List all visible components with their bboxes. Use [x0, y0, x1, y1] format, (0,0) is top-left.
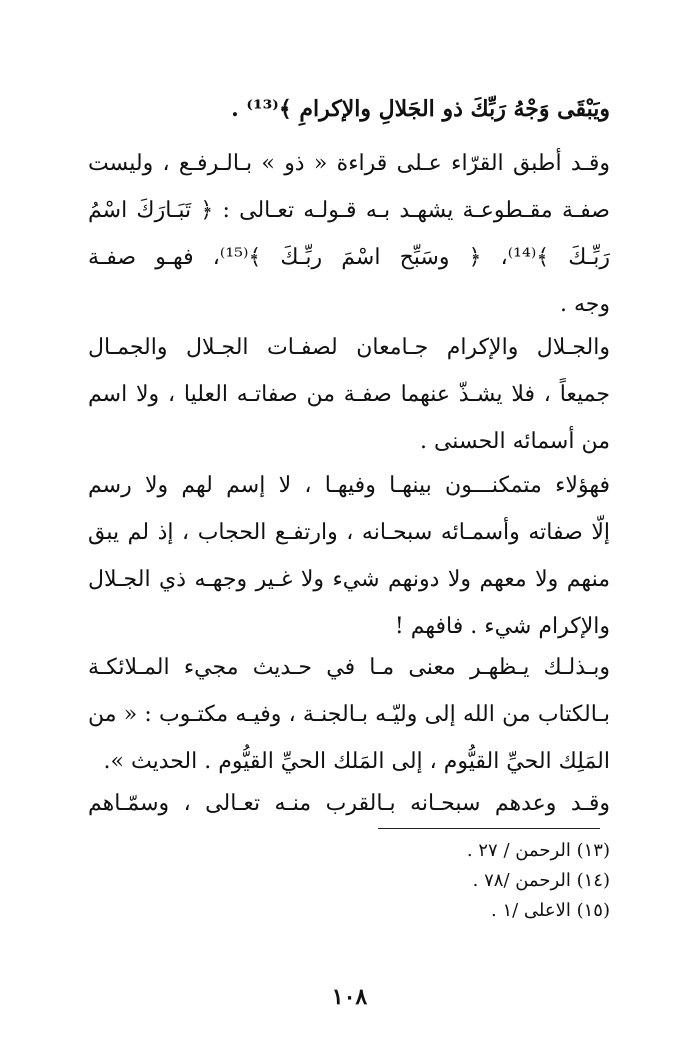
text-line: وقـد أطبق القرّاء عـلى قراءة « ذو » بـالـرفـع ، وليست	[88, 151, 610, 176]
paragraph-6	[88, 780, 610, 827]
paragraph-4	[88, 462, 610, 650]
footnote-13: (١٣) الرحمن / ٢٧ .	[466, 840, 610, 861]
text-line: وقـد وعدهم سبحـانه بـالقرب منـه تعـالى ، وسمّـاهم	[88, 791, 610, 816]
text-line: بـالكتاب من الله إلى وليّـه بـالجنـة ، وفيـه مكتـوب : « من	[88, 702, 610, 727]
text-line: منهم ولا معهم ولا دونهم شيء ولا غـير وجهـه ذي الجـلال	[88, 567, 610, 592]
text-line: فهؤلاء متمكنـــون بينهـا وفيهـا ، لا إسم لهم ولا رسم	[88, 473, 610, 498]
page-number: ١٠٨	[331, 984, 368, 1010]
text-line: من أسمائه الحسنى .	[419, 429, 610, 454]
paragraph-5	[88, 644, 610, 785]
text-line: والجـلال والإكرام جـامعان لصفـات الجـلال والجمـال	[88, 335, 610, 360]
paragraph-1	[88, 86, 610, 133]
footnotes	[300, 836, 610, 926]
text-line: وجه .	[559, 292, 610, 317]
footnote-divider	[378, 828, 600, 829]
text-line: وبـذلـك يـظهـر معنى مـا في حـديث مجيء المـلائكـة	[88, 655, 610, 680]
text-line: صفـة مقـطوعـة يشهـد بـه قـولـه تعـالى : ﴿ تَبَـارَكَ اسْمُ	[88, 198, 610, 223]
text-line: والإكرام شيء . فافهم !	[394, 614, 610, 639]
text-line: ويَبْقَى وَجْهُ رَبِّكَ ذو الجَلالِ والإكرامِ ﴾⁽¹³⁾ .	[231, 96, 610, 122]
text-line: رَبِّـكَ ﴾⁽¹⁴⁾، ﴿ وسَبِّح اسْمَ ربِّـكَ ﴾⁽¹⁵⁾، فهـو صفـة	[88, 245, 610, 270]
text-line: إلّا صفاته وأسمـائه سبحـانه ، وارتفـع الحجاب ، إذ لم يبق	[88, 520, 610, 545]
paragraph-3	[88, 324, 610, 465]
footnote-14: (١٤) الرحمن /٧٨ .	[472, 870, 610, 891]
paragraph-2	[88, 140, 610, 328]
text-line: جميعاً ، فلا يشـذّ عنهما صفـة من صفاتـه العليا ، ولا اسم	[88, 382, 610, 407]
footnote-15: (١٥) الاعلى /١ .	[491, 900, 610, 921]
text-line: المَلِك الحيِّ القيُّوم ، إلى المَلك الحيِّ القيُّوم . الحديث ».	[103, 749, 610, 774]
